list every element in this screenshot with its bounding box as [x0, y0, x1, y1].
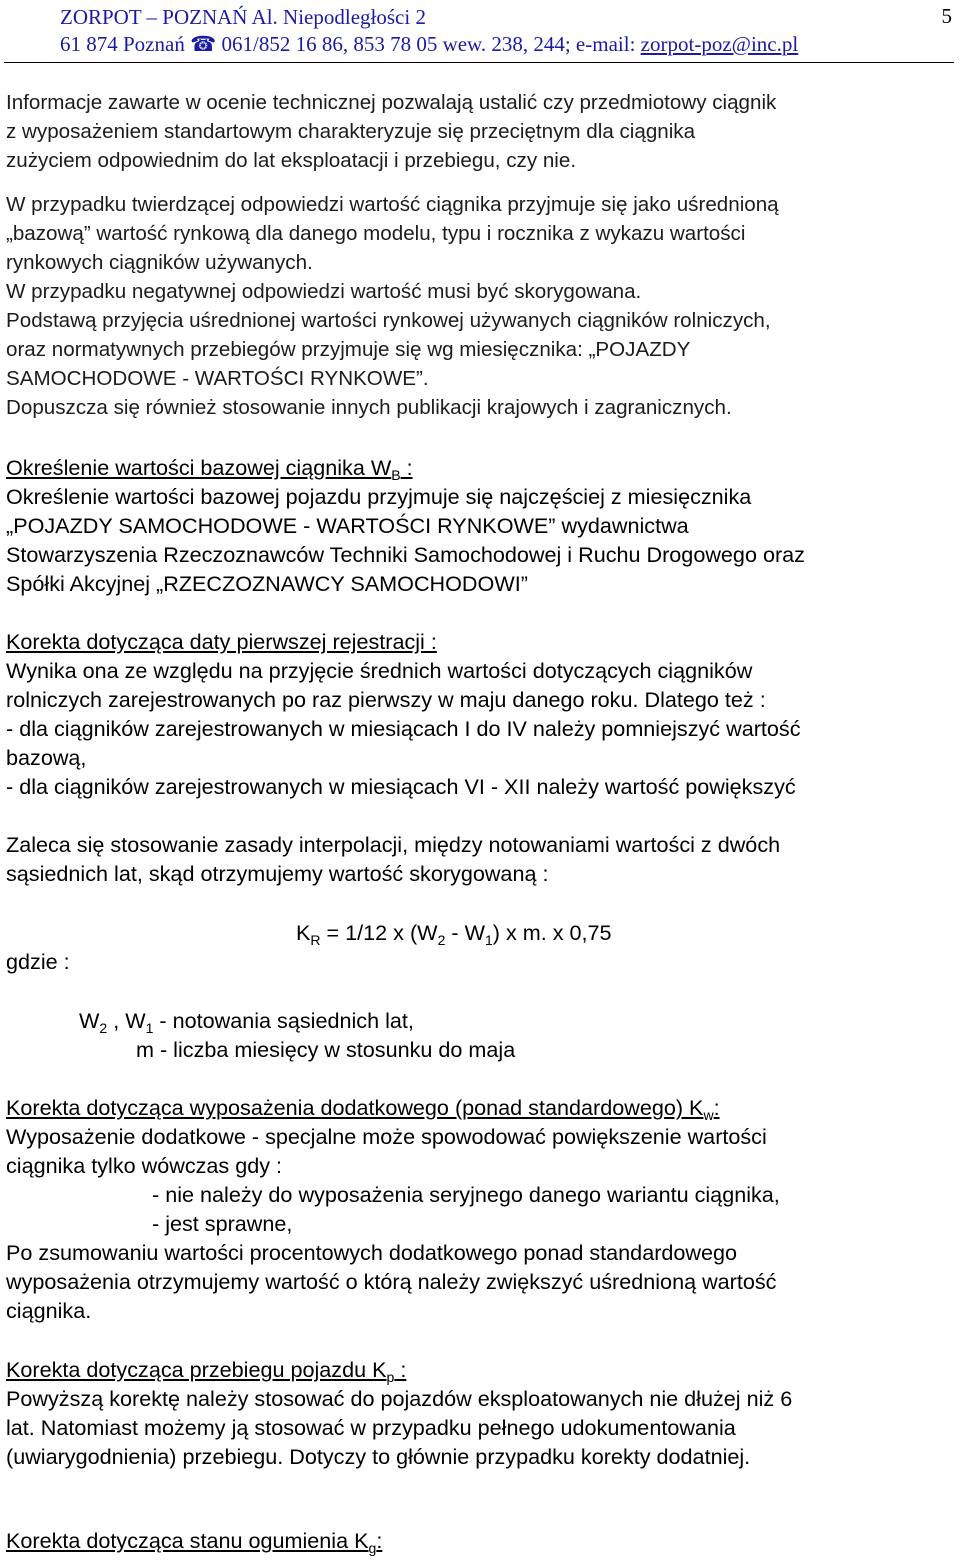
paragraph-line: „bazową” wartość rynkową dla danego modelu, typu i rocznika z wykazu wartości	[6, 222, 746, 245]
paragraph-line: oraz normatywnych przebiegów przyjmuje się wg miesięcznika: „POJAZDY	[6, 338, 691, 361]
paragraph-line: Po zsumowaniu wartości procentowych dodatkowego ponad standardowego	[6, 1240, 738, 1265]
paragraph-line: bazową,	[6, 745, 87, 770]
definition-line: $W_2$ , $W_1$ - notowania sąsiednich lat,	[79, 1008, 414, 1036]
header-line-2	[60, 31, 798, 58]
paragraph-line: ciągnika.	[6, 1298, 92, 1323]
paragraph-line: Wynika ona ze względu na przyjęcie średnich wartości dotyczących ciągników	[6, 658, 753, 683]
header-contact: 61 874 Poznań ☎ 061/852 16 86, 853 78 05 wew. 238, 244; e-mail:	[60, 32, 641, 56]
paragraph-line: z wyposażeniem standartowym charakteryzuje się przeciętnym dla ciągnika	[6, 120, 696, 143]
section-heading: Korekta dotycząca daty pierwszej rejestracji :	[6, 629, 437, 654]
paragraph-line: Podstawą przyjęcia uśrednionej wartości rynkowej używanych ciągników rolniczych,	[6, 309, 771, 332]
paragraph-line: Informacje zawarte w ocenie technicznej pozwalają ustalić czy przedmiotowy ciągnik	[6, 91, 777, 114]
formula: $K_R = 1/12$ x $(W_2 - W_1)$ x m. x 0,75	[296, 920, 612, 948]
header-divider	[4, 62, 954, 63]
paragraph-line: Dopuszcza się również stosowanie innych publikacji krajowych i zagranicznych.	[6, 396, 732, 419]
paragraph-line: W przypadku negatywnej odpowiedzi wartość musi być skorygowana.	[6, 280, 642, 303]
paragraph-line: - dla ciągników zarejestrowanych w miesiącach I do IV należy pomniejszyć wartość	[6, 716, 801, 741]
paragraph-line: Określenie wartości bazowej pojazdu przyjmuje się najczęściej z miesięcznika	[6, 484, 752, 509]
paragraph-line: Stowarzyszenia Rzeczoznawców Techniki Samochodowej i Ruchu Drogowego oraz	[6, 542, 805, 567]
list-item: - nie należy do wyposażenia seryjnego danego wariantu ciągnika,	[152, 1182, 780, 1207]
definition-line: m - liczba miesięcy w stosunku do maja	[136, 1037, 516, 1062]
paragraph-line: ciągnika tylko wówczas gdy :	[6, 1153, 283, 1178]
paragraph-line: Powyższą korektę należy stosować do pojazdów eksploatowanych nie dłużej niż 6	[6, 1386, 793, 1411]
section-heading: Określenie wartości bazowej ciągnika $W_B$ :	[6, 455, 413, 483]
paragraph-line: - dla ciągników zarejestrowanych w miesiącach VI - XII należy wartość powiększyć	[6, 774, 796, 799]
paragraph-line: Wyposażenie dodatkowe - specjalne może spowodować powiększenie wartości	[6, 1124, 767, 1149]
paragraph-line: SAMOCHODOWE - WARTOŚCI RYNKOWE”.	[6, 367, 429, 390]
paragraph-line: zużyciem odpowiednim do lat eksploatacji i przebiegu, czy nie.	[6, 149, 577, 172]
email-link[interactable]: zorpot-poz@inc.pl	[640, 32, 799, 56]
paragraph-line: W przypadku twierdzącej odpowiedzi wartość ciągnika przyjmuje się jako uśrednioną	[6, 193, 779, 216]
section-heading: Korekta dotycząca przebiegu pojazdu $K_p$ :	[6, 1357, 407, 1385]
paragraph-line: wyposażenia otrzymujemy wartość o którą należy zwiększyć uśrednioną wartość	[6, 1269, 777, 1294]
page-header	[60, 4, 798, 58]
paragraph-line: (uwiarygodnienia) przebiegu. Dotyczy to głównie przypadku korekty dodatniej.	[6, 1444, 751, 1469]
where-label: gdzie :	[6, 949, 70, 974]
header-line-1: ZORPOT – POZNAŃ Al. Niepodległości 2	[60, 5, 426, 29]
paragraph-line: rynkowych ciągników używanych.	[6, 251, 313, 274]
page-number: 5	[941, 4, 952, 28]
section-heading: Korekta dotycząca stanu ogumienia $K_g$:	[6, 1528, 383, 1556]
paragraph-line: lat. Natomiast możemy ją stosować w przypadku pełnego udokumentowania	[6, 1415, 736, 1440]
section-heading: Korekta dotycząca wyposażenia dodatkowego (ponad standardowego) $K_w$:	[6, 1095, 720, 1123]
paragraph-line: rolniczych zarejestrowanych po raz pierwszy w maju danego roku. Dlatego też :	[6, 687, 766, 712]
paragraph-line: „POJAZDY SAMOCHODOWE - WARTOŚCI RYNKOWE” wydawnictwa	[6, 513, 689, 538]
paragraph-line: Spółki Akcyjnej „RZECZOZNAWCY SAMOCHODOWI”	[6, 571, 528, 596]
paragraph-line: sąsiednich lat, skąd otrzymujemy wartość skorygowaną :	[6, 861, 549, 886]
list-item: - jest sprawne,	[152, 1211, 293, 1236]
paragraph-line: Zaleca się stosowanie zasady interpolacji, między notowaniami wartości z dwóch	[6, 832, 781, 857]
